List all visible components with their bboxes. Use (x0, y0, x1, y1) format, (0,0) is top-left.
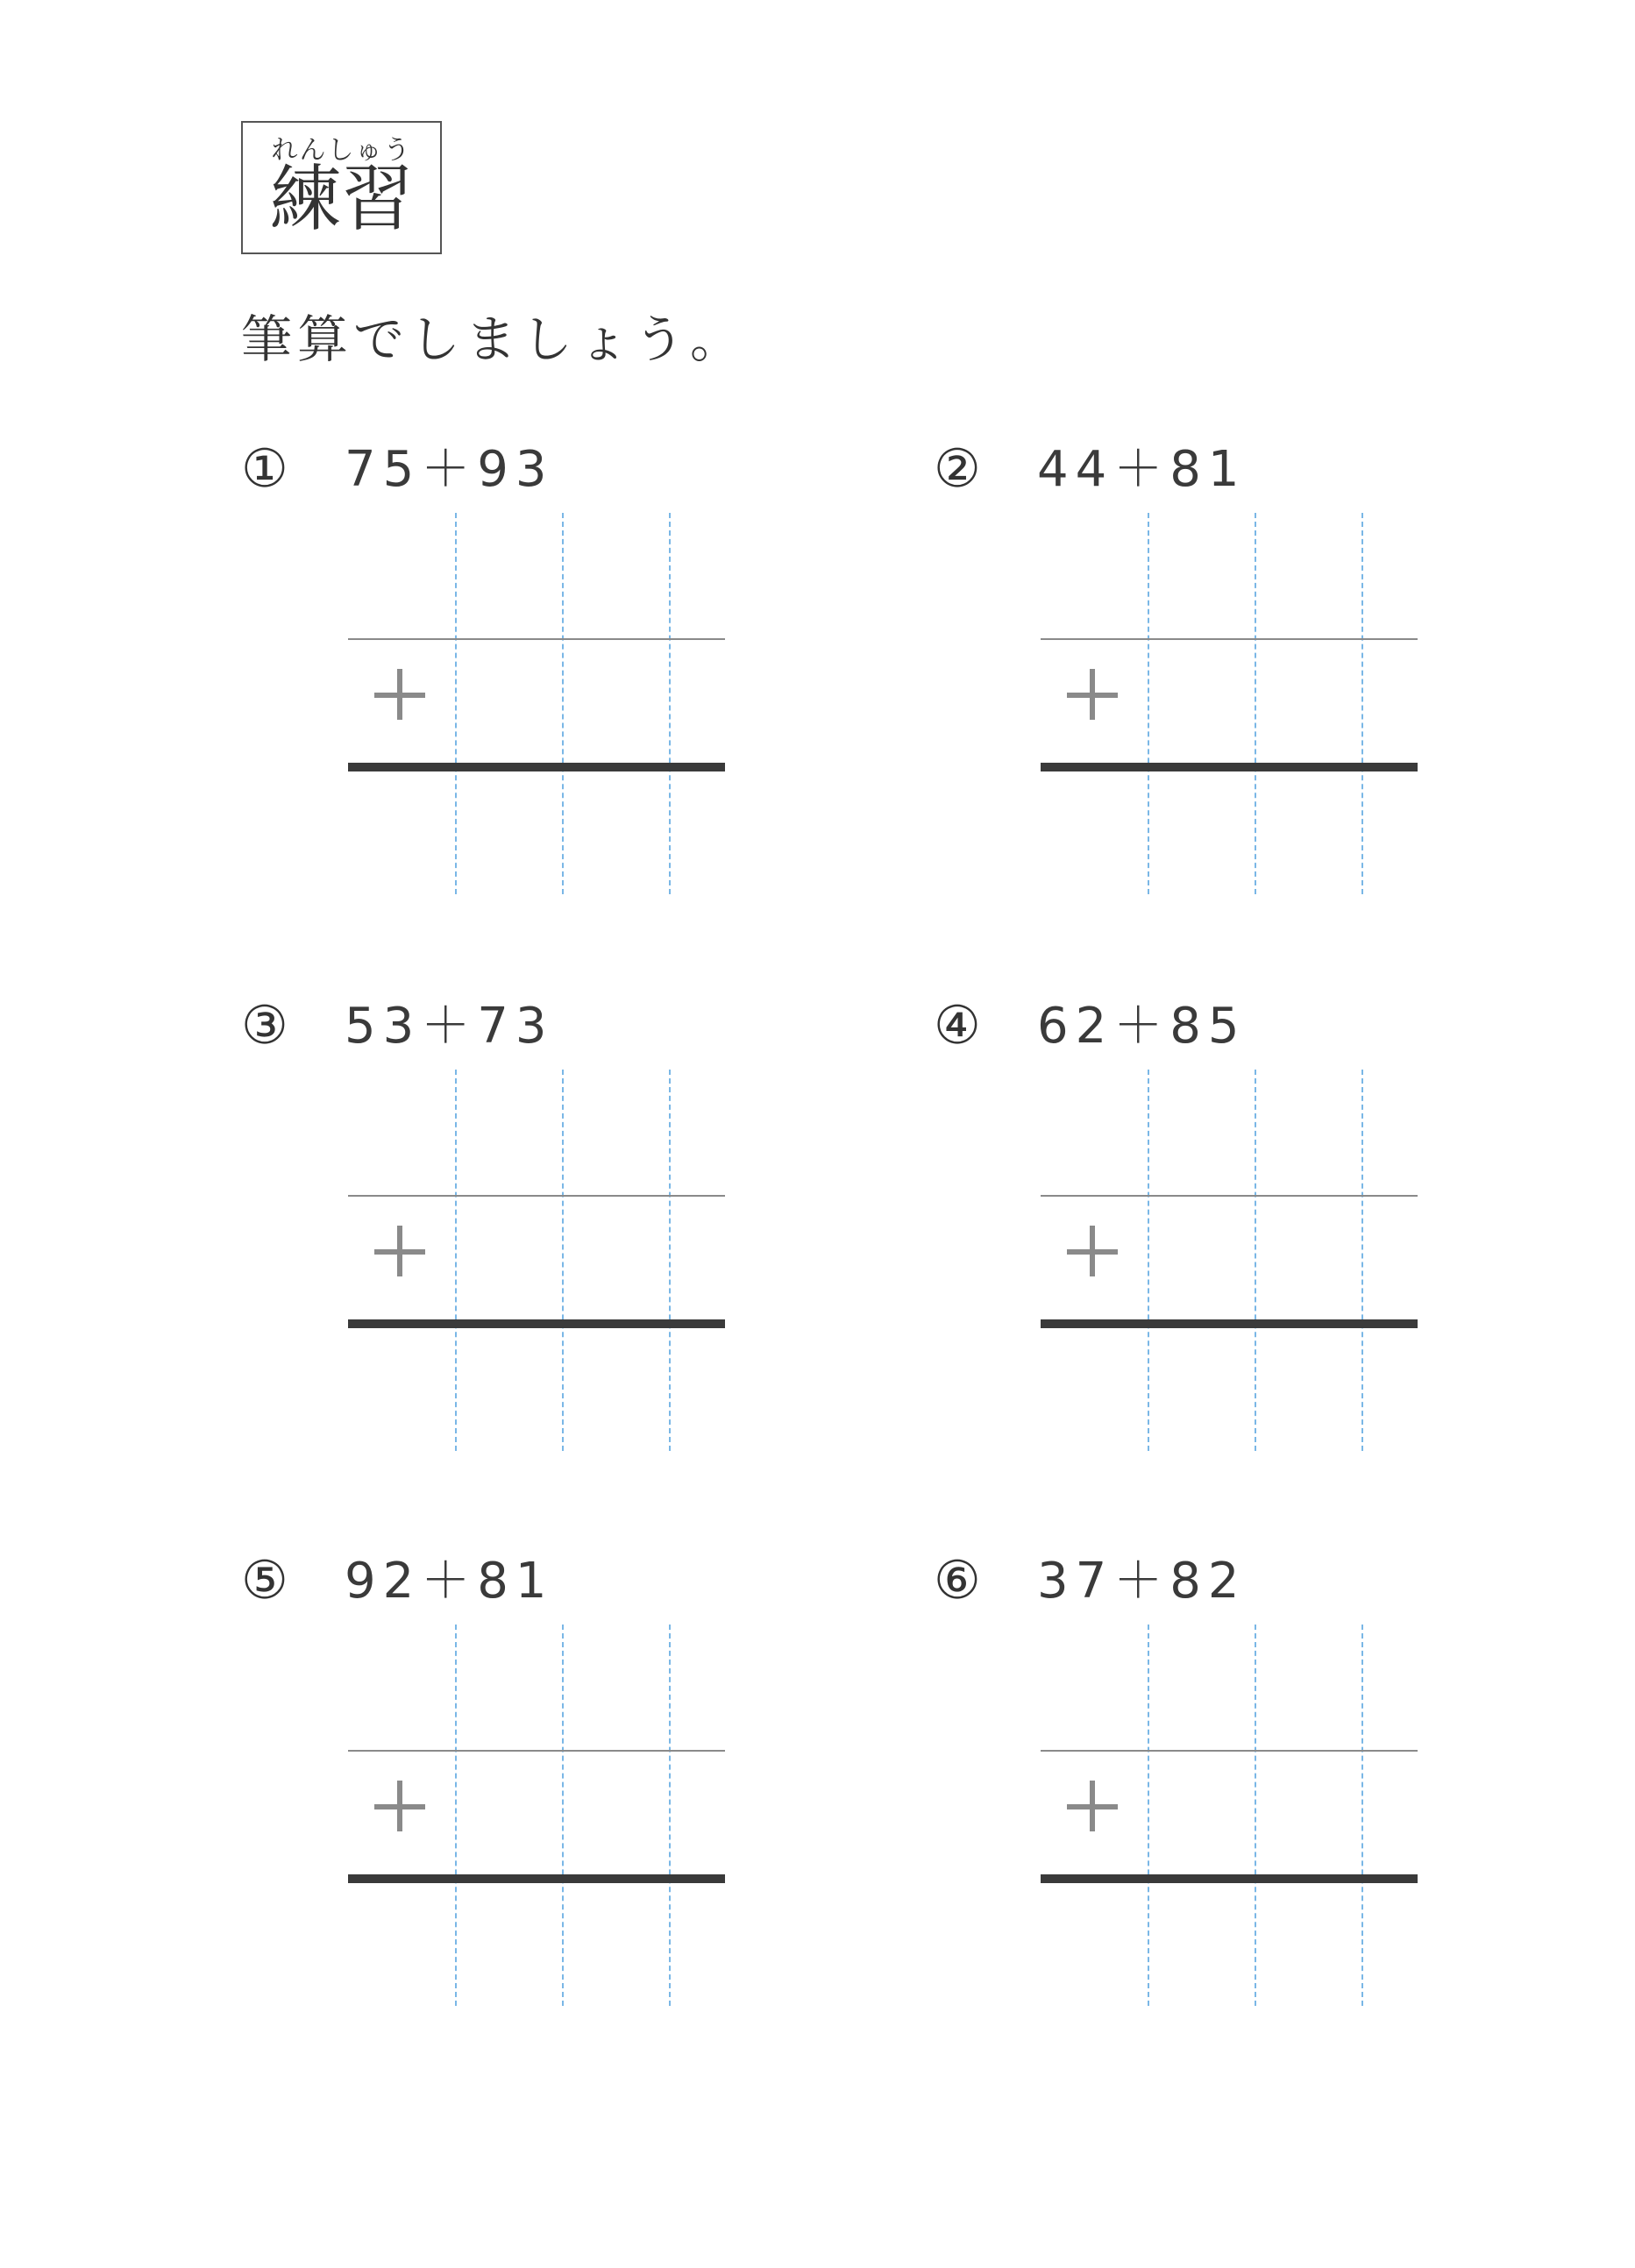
column-addition-grid[interactable] (348, 1070, 725, 1451)
problem-number: ⑤ (241, 1550, 288, 1611)
problem-expression: 62＋85 (1037, 998, 1247, 1055)
guide-line (669, 513, 671, 894)
guide-line (455, 1625, 457, 2006)
guide-line (1148, 1625, 1149, 2006)
problem-number: ③ (241, 995, 288, 1056)
guide-line (1255, 1070, 1256, 1451)
guide-line (1255, 1625, 1256, 2006)
answer-bar (1041, 1874, 1418, 1883)
addend-separator-line (348, 1195, 725, 1197)
guide-line (562, 1070, 564, 1451)
plus-icon (374, 669, 427, 722)
addend-separator-line (348, 638, 725, 640)
guide-line (455, 1070, 457, 1451)
problem-number: ② (934, 438, 981, 500)
plus-icon (374, 1781, 427, 1833)
problem-2 (934, 438, 1460, 934)
addend-separator-line (1041, 1750, 1418, 1752)
guide-line (1148, 513, 1149, 894)
guide-line (1148, 1070, 1149, 1451)
problem-expression: 92＋81 (345, 1553, 554, 1610)
problem-5 (241, 1550, 767, 2045)
answer-bar (348, 763, 725, 771)
plus-icon (1067, 1226, 1120, 1278)
problem-3 (241, 995, 767, 1490)
title-box (241, 121, 442, 254)
guide-line (562, 1625, 564, 2006)
problem-number: ① (241, 438, 288, 500)
page-title: 練習 (269, 158, 414, 241)
column-addition-grid[interactable] (1041, 1625, 1418, 2006)
addend-separator-line (1041, 638, 1418, 640)
answer-bar (348, 1319, 725, 1328)
problem-expression: 53＋73 (345, 998, 554, 1055)
column-addition-grid[interactable] (1041, 513, 1418, 894)
plus-icon (374, 1226, 427, 1278)
column-addition-grid[interactable] (1041, 1070, 1418, 1451)
problem-6 (934, 1550, 1460, 2045)
instruction-text: 筆算でしましょう。 (241, 309, 747, 369)
answer-bar (1041, 763, 1418, 771)
problem-expression: 75＋93 (345, 441, 554, 498)
guide-line (669, 1625, 671, 2006)
column-addition-grid[interactable] (348, 1625, 725, 2006)
addend-separator-line (1041, 1195, 1418, 1197)
guide-line (1255, 513, 1256, 894)
problem-expression: 37＋82 (1037, 1553, 1247, 1610)
problem-number: ⑥ (934, 1550, 981, 1611)
plus-icon (1067, 669, 1120, 722)
plus-icon (1067, 1781, 1120, 1833)
addend-separator-line (348, 1750, 725, 1752)
problem-number: ④ (934, 995, 981, 1056)
problem-1 (241, 438, 767, 934)
problem-4 (934, 995, 1460, 1490)
guide-line (455, 513, 457, 894)
problem-expression: 44＋81 (1037, 441, 1247, 498)
guide-line (1361, 1625, 1363, 2006)
guide-line (669, 1070, 671, 1451)
answer-bar (348, 1874, 725, 1883)
answer-bar (1041, 1319, 1418, 1328)
guide-line (1361, 513, 1363, 894)
guide-line (1361, 1070, 1363, 1451)
column-addition-grid[interactable] (348, 513, 725, 894)
guide-line (562, 513, 564, 894)
title-ruby: れんしゅう (271, 135, 412, 166)
